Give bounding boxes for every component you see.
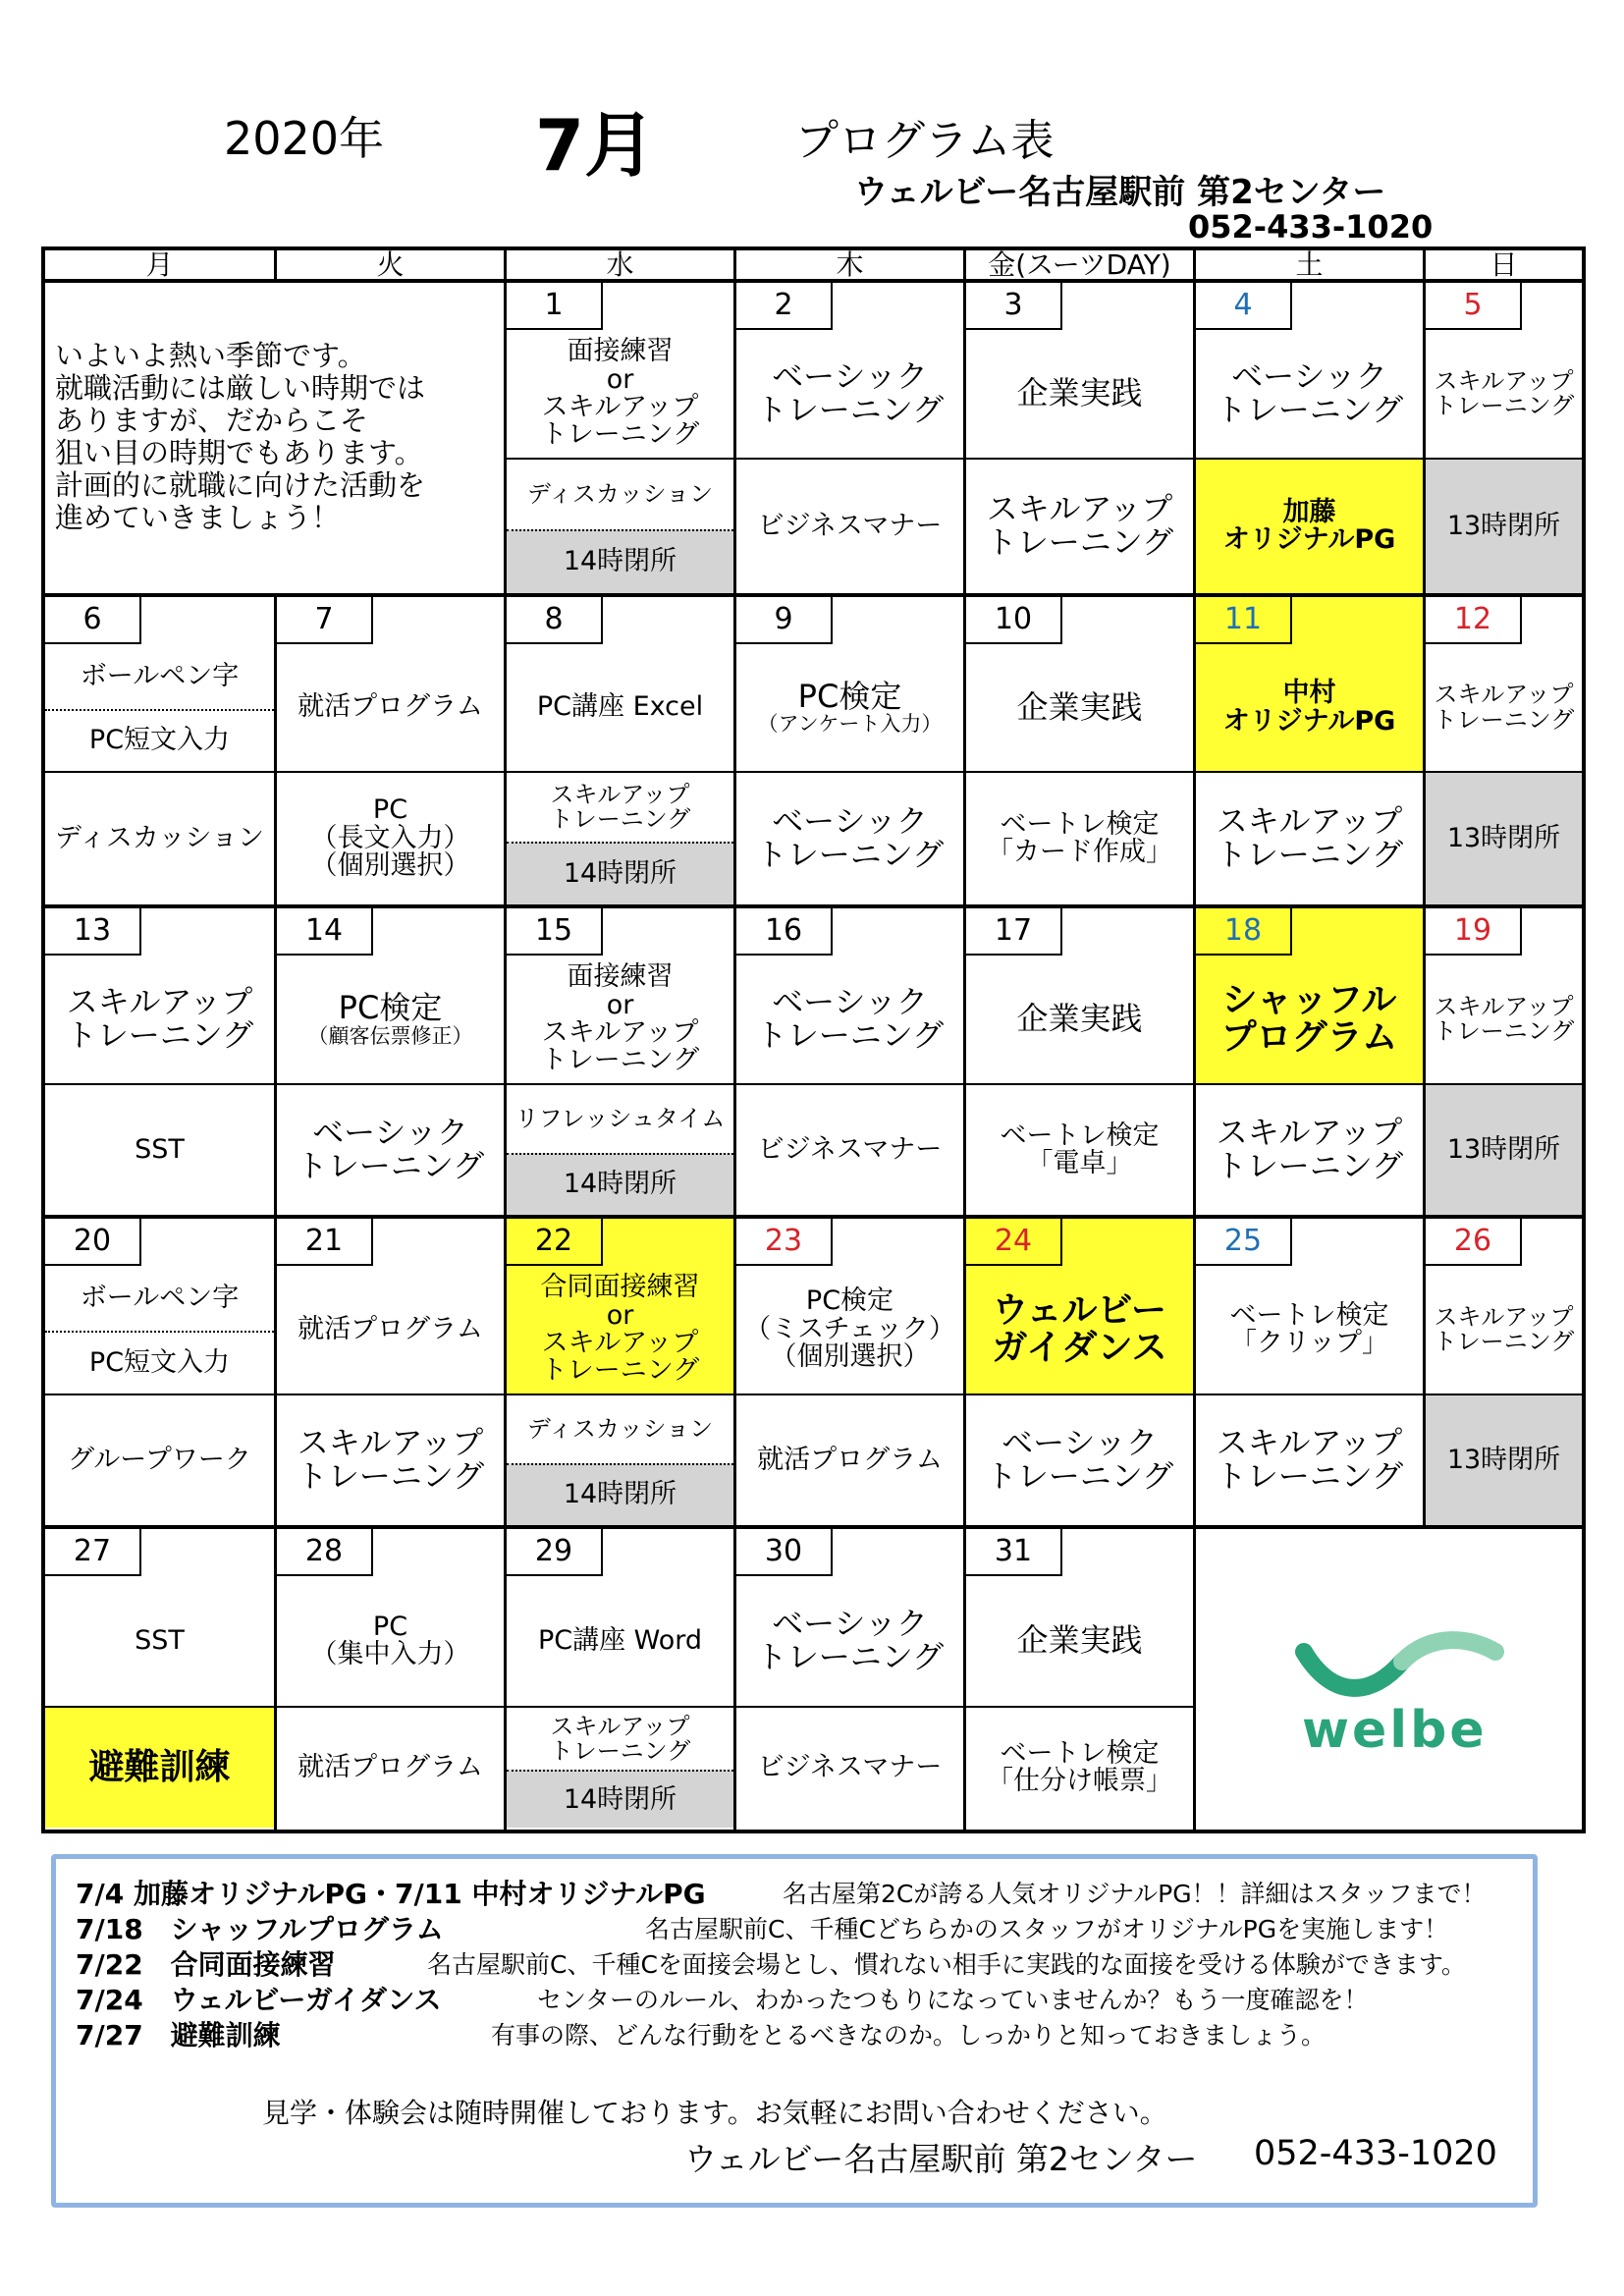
program-top-cell [736,644,963,773]
program-top: ボールペン字 [80,660,240,691]
day-number: 13 [45,908,141,956]
day-cell-24 [966,1219,1196,1529]
program-top: スキルアップ トレーニング [1433,366,1575,419]
program-bottom: ビジネスマナー [757,1133,943,1165]
program-top: 企業実践 [1016,687,1143,726]
day-cell-23 [736,1219,966,1529]
program-top: SST [135,1624,185,1656]
program-top-cell [966,644,1193,773]
program-bottom: 就活プログラム [757,1444,943,1475]
program-top: ウェルビー ガイダンス [992,1290,1167,1368]
day-cell-27 [45,1529,277,1831]
month-label: 7月 [535,104,656,187]
note-desc: センターのルール、わかったつもりになっていませんか？もう一度確認を！ [537,1986,1369,2014]
program-top: 就活プログラム [298,1313,483,1344]
program-top-cell [966,1576,1193,1708]
program-bottom: 13時閉所 [1426,460,1582,593]
day-number: 31 [966,1529,1062,1576]
program-top: PC （集中入力） [310,1611,470,1669]
day-number: 21 [277,1219,373,1266]
program-top: スキルアップ トレーニング [1433,1302,1575,1355]
day-number: 26 [1426,1219,1522,1266]
program-top: スキルアップ トレーニング [1433,992,1575,1045]
welbe-logo-icon [1294,1622,1510,1701]
program-bottom: ベートレ検定 「電卓」 [1000,1120,1160,1178]
program-bottom: 13時閉所 [1426,773,1582,904]
day-number: 5 [1426,283,1522,330]
day-cell-3 [966,283,1196,597]
logo-cell [1196,1529,1582,1831]
closing-time: 14時閉所 [507,1463,733,1525]
program-top-second: PC短文入力 [45,1331,274,1395]
day-cell-14 [277,908,507,1219]
program-top: 企業実践 [1016,1000,1143,1038]
program-bottom: スキルアップ トレーニング [549,1712,691,1765]
logo-wave-light [1402,1640,1495,1662]
day-cell-16 [736,908,966,1219]
program-bottom: ベートレ検定 「カード作成」 [987,808,1172,867]
day-number: 3 [966,283,1062,330]
day-number: 2 [736,283,833,330]
program-bottom: 就活プログラム [298,1751,483,1782]
program-bottom: ビジネスマナー [757,1751,943,1782]
year-label: 2020年 [224,112,385,165]
weekday-header: 月 [45,250,277,283]
footer-message: 見学・体験会は随時開催しております。お気軽にお問い合わせください。 [262,2097,1167,2129]
program-bottom: 13時閉所 [1426,1085,1582,1215]
day-cell-25 [1196,1219,1426,1529]
program-top: 面接練習 or スキルアップ トレーニング [540,961,700,1076]
program-top-cell [45,1576,274,1708]
day-number: 12 [1426,597,1522,644]
weekday-header: 火 [277,250,507,283]
program-bottom: スキルアップ トレーニング [549,780,691,833]
day-number: 4 [1196,283,1292,330]
program-bottom: PC （長文入力） （個別選択） [310,794,470,882]
program-bottom: グループワーク [68,1444,251,1475]
day-cell-15 [507,908,736,1219]
day-cell-7 [277,597,507,908]
program-bottom: リフレッシュタイム [514,1104,726,1132]
program-top: スキルアップ トレーニング [65,983,254,1054]
program-top-cell [1426,330,1582,460]
program-top: ベーシック トレーニング [755,1605,945,1675]
page-title: プログラム表 [795,116,1055,166]
day-cell-28 [277,1529,507,1831]
note-item: 7/27 避難訓練 [76,2019,281,2051]
program-top-cell [1196,330,1423,460]
day-cell-6 [45,597,277,908]
intro-cell [45,283,507,597]
day-number: 14 [277,908,373,956]
day-number: 27 [45,1529,141,1576]
day-number: 9 [736,597,833,644]
day-number: 29 [507,1529,603,1576]
program-top: 中村 オリジナルPG [1222,678,1396,737]
closing-time: 14時閉所 [507,1153,733,1215]
program-top: ベートレ検定 「クリップ」 [1229,1299,1389,1358]
weekday-header: 日 [1426,250,1582,283]
day-number: 25 [1196,1219,1292,1266]
day-cell-9 [736,597,966,908]
day-cell-12 [1426,597,1582,908]
calendar-grid [41,246,1586,1833]
day-cell-8 [507,597,736,908]
day-cell-11 [1196,597,1426,908]
day-number: 1 [507,283,603,330]
notes-box [51,1854,1538,2208]
day-cell-13 [45,908,277,1219]
closing-time: 14時閉所 [507,842,733,904]
program-bottom: 避難訓練 [45,1708,274,1828]
program-top: PC検定 [797,677,902,715]
program-top-cell [1426,956,1582,1085]
footer-phone: 052-433-1020 [1254,2134,1497,2173]
program-bottom: スキルアップ トレーニング [1215,802,1404,873]
program-top: 合同面接練習 or スキルアップ トレーニング [540,1272,700,1387]
program-bottom: ベーシック トレーニング [755,802,945,873]
program-top-cell [507,330,733,460]
day-number: 11 [1196,597,1292,644]
program-bottom: スキルアップ トレーニング [1215,1424,1404,1495]
day-number: 6 [45,597,141,644]
program-top: ベーシック トレーニング [1215,357,1404,428]
program-top-cell [45,956,274,1085]
program-top-cell [507,1576,733,1708]
program-top-cell [277,956,504,1085]
program-top: PC講座 Word [537,1624,703,1656]
day-cell-5 [1426,283,1582,597]
note-item: 7/18 シャッフルプログラム [76,1913,444,1945]
program-bottom: ディスカッション [526,1414,714,1443]
program-top-cell [966,330,1193,460]
note-desc: 有事の際、どんな行動をとるべきなのか。しっかりと知っておきましょう。 [491,2021,1326,2050]
program-top-second: PC短文入力 [45,709,274,774]
program-top: ベーシック トレーニング [755,983,945,1054]
note-desc: 名古屋駅前C、千種CどちらかのスタッフがオリジナルPGを実施します！ [645,1915,1449,1943]
closing-time: 14時閉所 [507,529,733,593]
program-top: PC講座 Excel [536,691,704,723]
phone-number: 052-433-1020 [1188,208,1434,246]
program-bottom: ビジネスマナー [757,510,943,541]
day-number: 22 [507,1219,603,1266]
day-number: 7 [277,597,373,644]
weekday-header: 土 [1196,250,1426,283]
program-top: スキルアップ トレーニング [1433,681,1575,734]
program-bottom: ベーシック トレーニング [296,1114,485,1184]
day-cell-26 [1426,1219,1582,1529]
program-top-cell [1426,1266,1582,1395]
program-bottom: SST [135,1133,185,1165]
program-bottom: ディスカッション [526,479,714,508]
program-top: ボールペン字 [80,1282,240,1313]
logo-text: welbe [1302,1701,1488,1760]
program-top-note: （アンケート入力） [757,712,943,737]
program-top: ベーシック トレーニング [755,357,945,428]
day-number: 16 [736,908,833,956]
weekday-header: 金(スーツDAY) [966,250,1196,283]
day-cell-31 [966,1529,1196,1831]
program-bottom: スキルアップ トレーニング [1215,1114,1404,1184]
program-top: シャッフル プログラム [1220,980,1398,1058]
program-bottom: ベーシック トレーニング [985,1424,1174,1495]
note-desc: 名古屋駅前C、千種Cを面接会場とし、慣れない相手に実践的な面接を受ける体験ができます。 [427,1950,1466,1979]
day-number: 24 [966,1219,1062,1266]
day-number: 10 [966,597,1062,644]
note-item: 7/24 ウェルビーガイダンス [76,1984,442,2016]
program-top-cell [736,1266,963,1395]
program-top: 企業実践 [1016,1621,1143,1660]
day-number: 8 [507,597,603,644]
day-number: 28 [277,1529,373,1576]
day-number: 19 [1426,908,1522,956]
day-cell-2 [736,283,966,597]
day-cell-29 [507,1529,736,1831]
program-top-cell [1426,644,1582,773]
program-bottom: ベートレ検定 「仕分け帳票」 [987,1737,1172,1796]
day-cell-1 [507,283,736,597]
day-cell-4 [1196,283,1426,597]
program-bottom: ディスカッション [54,822,265,853]
program-bottom: スキルアップ トレーニング [985,490,1174,561]
day-number: 18 [1196,908,1292,956]
program-top: PC検定 （ミスチェック） （個別選択） [744,1285,955,1373]
day-cell-17 [966,908,1196,1219]
day-cell-22 [507,1219,736,1529]
program-bottom: 13時閉所 [1426,1395,1582,1525]
program-top-note: （顧客伝票修正） [307,1023,473,1048]
day-number: 20 [45,1219,141,1266]
day-cell-10 [966,597,1196,908]
program-top-cell [736,330,963,460]
day-number: 17 [966,908,1062,956]
note-item: 7/22 合同面接練習 [76,1948,336,1981]
day-cell-21 [277,1219,507,1529]
weekday-header: 木 [736,250,966,283]
program-top-cell [277,1576,504,1708]
program-bottom: 加藤 オリジナルPG [1196,460,1423,593]
program-top-cell [1196,1266,1423,1395]
program-top: PC検定 [338,989,443,1027]
day-cell-19 [1426,908,1582,1219]
day-cell-18 [1196,908,1426,1219]
day-number: 23 [736,1219,833,1266]
program-bottom: スキルアップ トレーニング [296,1424,485,1495]
program-top-cell [507,644,733,773]
day-cell-30 [736,1529,966,1831]
note-item: 7/4 加藤オリジナルPG・7/11 中村オリジナルPG [76,1878,706,1910]
program-top-cell [736,956,963,1085]
program-top: 企業実践 [1016,374,1143,412]
program-top-cell [507,956,733,1085]
note-desc: 名古屋第2Cが誇る人気オリジナルPG！！詳細はスタッフまで！ [783,1880,1487,1908]
program-top-cell [736,1576,963,1708]
day-number: 15 [507,908,603,956]
center-name: ウェルビー名古屋駅前 第2センター [854,173,1386,212]
program-top: 面接練習 or スキルアップ トレーニング [540,336,700,451]
logo-wave-dark [1304,1652,1402,1688]
intro-message: いよいよ熱い季節です。 就職活動には厳しい時期では ありますが、だからこそ 狙い目の時期でもあります。 計画的に就職に向けた活動を 進めていきましょう！ [55,339,426,535]
weekday-header: 水 [507,250,736,283]
day-cell-20 [45,1219,277,1529]
program-top-cell [277,1266,504,1395]
program-top-cell [277,644,504,773]
program-top-cell [966,956,1193,1085]
closing-time: 14時閉所 [507,1770,733,1828]
program-top: 就活プログラム [298,691,483,723]
footer-center-name: ウェルビー名古屋駅前 第2センター [684,2140,1198,2178]
day-number: 30 [736,1529,833,1576]
